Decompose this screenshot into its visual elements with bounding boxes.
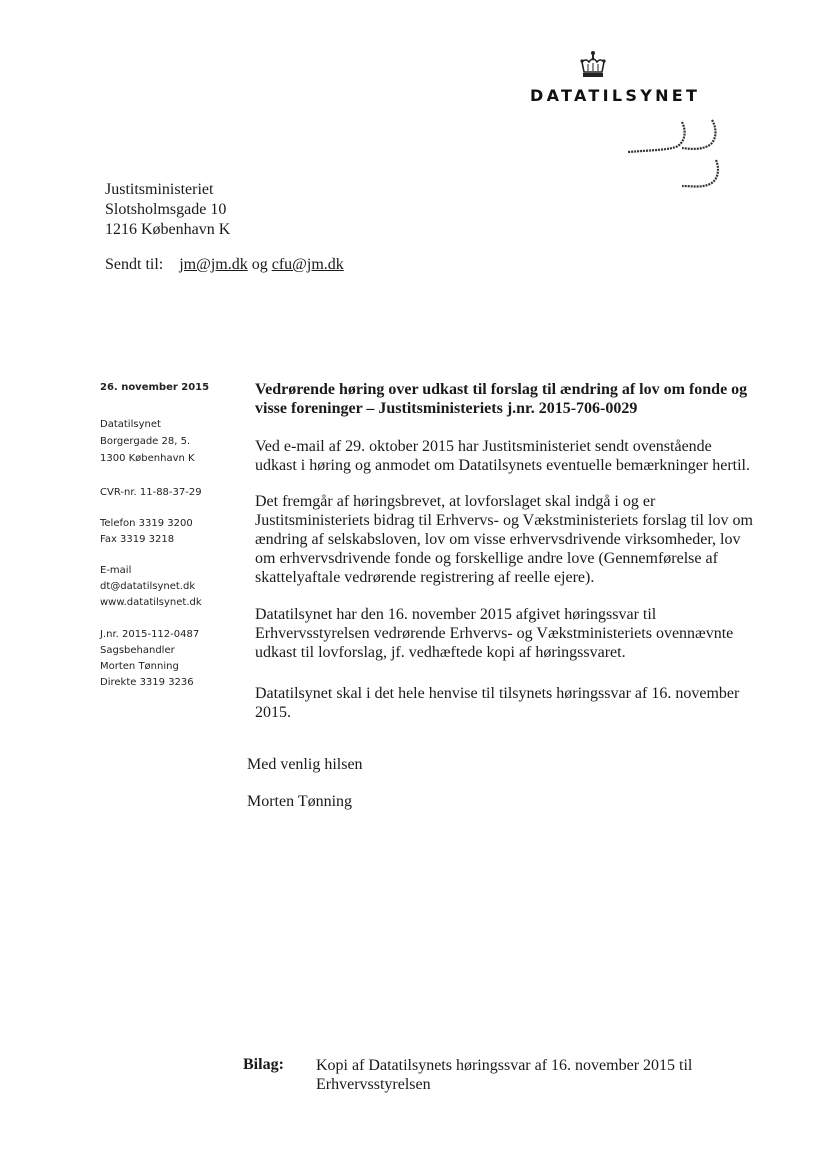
recipient-city: 1216 København K (105, 221, 231, 238)
handler-direct-phone: Direkte 3319 3236 (100, 677, 194, 688)
signature-name: Morten Tønning (247, 793, 353, 810)
attachment-label: Bilag: (243, 1056, 284, 1073)
attachment-description: Kopi af Datatilsynets høringssvar af 16. november 2015 til Erhvervsstyrelsen (316, 1057, 693, 1093)
recipient-street: Slotsholmsgade 10 (105, 201, 227, 218)
handler-name: Morten Tønning (100, 661, 179, 672)
letter-subject: Vedrørende høring over udkast til forslag til ændring af lov om fonde og visse foreninger – Justitsministeriets j.nr. 2015-706-0029 (255, 381, 748, 417)
handler-label: Sagsbehandler (100, 645, 175, 656)
sent-to-connector: og (251, 256, 268, 273)
sender-phone: Telefon 3319 3200 (100, 518, 193, 529)
closing-greeting: Med venlig hilsen (247, 756, 363, 773)
paragraph-4: Datatilsynet skal i det hele henvise til tilsynets høringssvar af 16. november 2015. (255, 685, 740, 721)
sender-cvr: CVR-nr. 11-88-37-29 (100, 487, 202, 498)
sender-city: 1300 København K (100, 453, 195, 464)
crown-icon (578, 50, 608, 80)
case-number: J.nr. 2015-112-0487 (100, 629, 200, 640)
brand-logo-text: DATATILSYNET (530, 86, 701, 105)
sender-email: dt@datatilsynet.dk (100, 581, 196, 592)
email-link-cfu[interactable]: cfu@jm.dk (271, 256, 344, 273)
sender-org: Datatilsynet (100, 419, 161, 430)
sender-fax: Fax 3319 3218 (100, 534, 175, 545)
letter-date: 26. november 2015 (100, 382, 210, 393)
paragraph-3: Datatilsynet har den 16. november 2015 afgivet høringssvar til Erhvervsstyrelsen vedrørende Erhvervs- og Vækstministeriets ovennævnte udkast til lovforslag, jf. vedhæftede kopi af høringssvaret. (255, 606, 734, 661)
email-link-jm[interactable]: jm@jm.dk (179, 256, 248, 273)
sent-to-label: Sendt til: (105, 256, 164, 273)
sent-to-line (105, 256, 344, 274)
recipient-name: Justitsministeriet (105, 181, 214, 198)
sender-email-label: E-mail (100, 565, 132, 576)
sender-web: www.datatilsynet.dk (100, 597, 202, 608)
handwritten-initials (620, 116, 730, 191)
paragraph-1: Ved e-mail af 29. oktober 2015 har Justitsministeriet sendt ovenstående udkast i høring og anmodet om Datatilsynets eventuelle bemærkninger hertil. (255, 438, 750, 474)
paragraph-2: Det fremgår af høringsbrevet, at lovforslaget skal indgå i og er Justitsministeriets bidrag til Erhvervs- og Vækstministeriets forslag til lov om ændring af selskabsloven, lov om visse erhvervsdrivende virksomheder, lov om erhvervsdrivende fonde og forskellige andre love (Gennemførelse af skattelyaftale vedrørende registrering af reelle ejere). (255, 493, 753, 586)
sender-street: Borgergade 28, 5. (100, 436, 191, 447)
